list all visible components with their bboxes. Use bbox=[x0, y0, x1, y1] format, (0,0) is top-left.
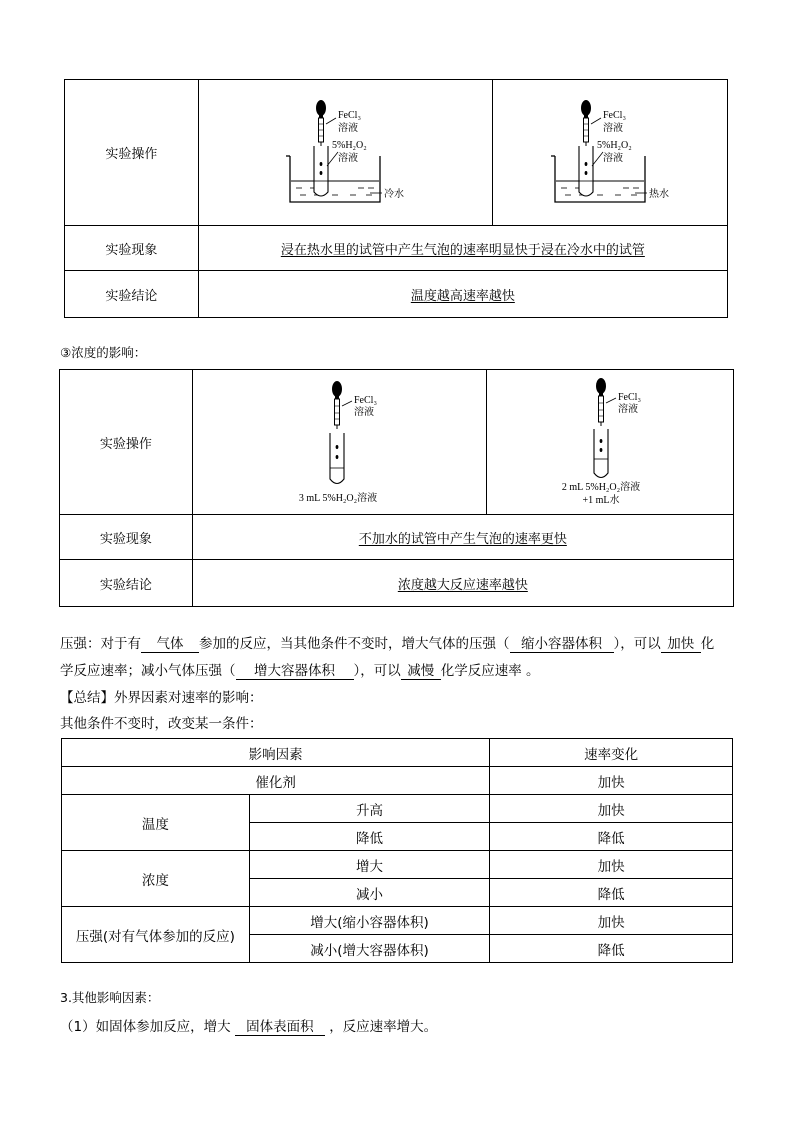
row-catalyst: 催化剂 bbox=[62, 767, 490, 795]
pressure-line-1: 压强：对于有 气体 参加的反应，当其他条件不变时，增大气体的压强（ 缩小容器体积 ），可以 加快 化 bbox=[60, 636, 715, 652]
blank-gas: 气体 bbox=[141, 637, 199, 653]
fecl3-solution-label: 溶液 bbox=[338, 122, 359, 134]
rate-change-cell: 降低 bbox=[490, 935, 733, 963]
blank-slow-down: 减慢 bbox=[401, 664, 441, 680]
fecl3-solution-label: 溶液 bbox=[354, 406, 375, 418]
fecl3-label: FeCl₃ bbox=[338, 109, 362, 121]
conclusion-label: 实验结论 bbox=[65, 271, 199, 318]
condition-cell: 降低 bbox=[249, 823, 490, 851]
rate-change-cell: 加快 bbox=[490, 907, 733, 935]
rate-change-cell: 加快 bbox=[490, 795, 733, 823]
blank-speed-up: 加快 bbox=[661, 637, 701, 653]
h2o2-label: 5%H₂O₂ bbox=[597, 139, 632, 151]
row-pressure: 压强(对有气体参加的反应) bbox=[62, 907, 250, 963]
blank-shrink-volume: 缩小容器体积 bbox=[510, 637, 614, 653]
concentration-heading: ③浓度的影响： bbox=[60, 345, 147, 360]
hot-water-setup-figure bbox=[535, 86, 685, 216]
operation-label: 实验操作 bbox=[60, 370, 193, 515]
other-factors-heading: 3.其他影响因素： bbox=[60, 990, 160, 1005]
rate-change-cell: 降低 bbox=[490, 823, 733, 851]
fecl3-label: FeCl₃ bbox=[618, 391, 642, 403]
concentration-experiment-table bbox=[59, 369, 734, 607]
condition-cell: 减小 bbox=[249, 879, 490, 907]
conclusion-label: 实验结论 bbox=[60, 560, 193, 607]
row-temperature: 温度 bbox=[62, 795, 250, 851]
fecl3-solution-label: 溶液 bbox=[618, 403, 639, 415]
hot-water-label: 热水 bbox=[649, 188, 670, 200]
condition-cell: 升高 bbox=[249, 795, 490, 823]
hot-water-apparatus bbox=[493, 80, 728, 226]
observation-text: 浸在热水里的试管中产生气泡的速率明显快于浸在冷水中的试管 bbox=[198, 226, 727, 271]
diluted-apparatus bbox=[487, 370, 734, 515]
fecl3-label: FeCl₃ bbox=[603, 109, 627, 121]
observation-text: 不加水的试管中产生气泡的速率更快 bbox=[192, 515, 733, 560]
summary-heading: 【总结】外界因素对速率的影响： bbox=[60, 690, 263, 706]
row-concentration: 浓度 bbox=[62, 851, 250, 907]
cold-water-apparatus bbox=[198, 80, 493, 226]
operation-label: 实验操作 bbox=[65, 80, 199, 226]
conclusion-text: 浓度越大反应速率越快 bbox=[192, 560, 733, 607]
undiluted-apparatus bbox=[192, 370, 487, 515]
condition-cell: 增大 bbox=[249, 851, 490, 879]
observation-label: 实验现象 bbox=[65, 226, 199, 271]
h2o2-label: 5%H₂O₂ bbox=[332, 139, 368, 151]
condition-cell: 增大(缩小容器体积) bbox=[249, 907, 490, 935]
cold-water-setup-figure bbox=[270, 86, 420, 216]
header-factor: 影响因素 bbox=[62, 739, 490, 767]
conclusion-text: 温度越高速率越快 bbox=[198, 271, 727, 318]
condition-cell: 减小(增大容器体积) bbox=[249, 935, 490, 963]
diluted-caption-1: 2 mL 5%H₂O₂溶液 bbox=[561, 481, 641, 493]
diluted-caption-2: +1 mL水 bbox=[582, 494, 620, 506]
rate-change-cell: 加快 bbox=[490, 767, 733, 795]
undiluted-setup-figure bbox=[264, 373, 414, 508]
blank-enlarge-volume: 增大容器体积 bbox=[236, 664, 354, 680]
h2o2-solution-label: 溶液 bbox=[603, 152, 624, 164]
temperature-experiment-table bbox=[64, 79, 728, 318]
other-factor-item-1: （1）如固体参加反应，增大 固体表面积 ，反应速率增大。 bbox=[60, 1019, 438, 1035]
diluted-setup-figure bbox=[535, 373, 685, 508]
fecl3-solution-label: 溶液 bbox=[603, 122, 624, 134]
factor-summary-table bbox=[61, 738, 733, 963]
rate-change-cell: 加快 bbox=[490, 851, 733, 879]
undiluted-caption: 3 mL 5%H₂O₂溶液 bbox=[299, 492, 378, 504]
rate-change-cell: 降低 bbox=[490, 879, 733, 907]
fecl3-label: FeCl₃ bbox=[354, 394, 378, 406]
summary-intro: 其他条件不变时，改变某一条件： bbox=[60, 716, 263, 732]
pressure-line-2: 学反应速率；减小气体压强（ 增大容器体积 ），可以 减慢 化学反应速率 。 bbox=[60, 663, 540, 679]
cold-water-label: 冷水 bbox=[384, 188, 405, 200]
dropper-bulb bbox=[316, 100, 326, 116]
h2o2-solution-label: 溶液 bbox=[338, 152, 359, 164]
blank-surface-area: 固体表面积 bbox=[235, 1020, 325, 1036]
header-rate-change: 速率变化 bbox=[490, 739, 733, 767]
observation-label: 实验现象 bbox=[60, 515, 193, 560]
